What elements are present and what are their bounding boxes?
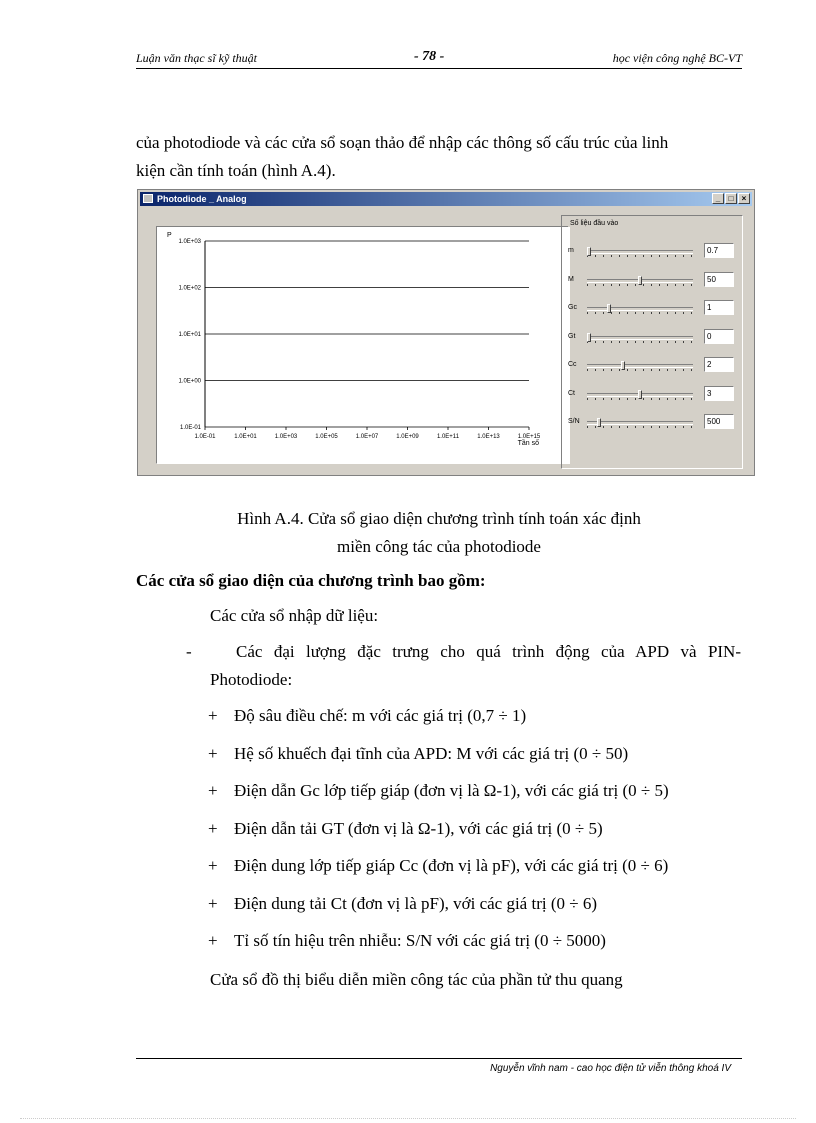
param-label: M: [568, 276, 574, 283]
y-tick-label: 1.0E-01: [179, 425, 201, 431]
param-value-field[interactable]: 500: [704, 414, 734, 429]
figure-caption-line-2: miền công tác của photodiode: [337, 537, 541, 556]
slider-ticks: [587, 312, 693, 314]
sub-item: Điện dung tải Ct (đơn vị là pF), với các giá trị (0 ÷ 6): [234, 894, 597, 913]
plot-panel: [156, 226, 570, 464]
slider-ticks: [587, 255, 693, 257]
dash-marker: -: [186, 642, 192, 661]
plus-marker: +: [208, 819, 218, 838]
y-tick-label: 1.0E+01: [178, 332, 201, 338]
slider-thumb[interactable]: [587, 333, 591, 342]
x-tick-label: 1.0E+15: [517, 434, 541, 440]
minimize-button[interactable]: _: [712, 193, 724, 204]
sub-item: Điện dung lớp tiếp giáp Cc (đơn vị là pF), với các giá trị (0 ÷ 6): [234, 856, 669, 875]
footer-rule: [136, 1058, 742, 1059]
x-tick-label: 1.0E+11: [436, 434, 460, 440]
param-label: Gt: [568, 333, 576, 340]
slider-groove: [587, 421, 693, 425]
x-axis-label: Tần số: [517, 440, 539, 447]
x-tick-label: 1.0E+05: [315, 434, 338, 440]
app-icon: [143, 194, 153, 203]
param-value-field[interactable]: 0: [704, 329, 734, 344]
bullet-item-1: Các cửa sổ nhập dữ liệu:: [210, 606, 379, 625]
header-left: Luận văn thạc sĩ kỹ thuật: [136, 51, 257, 65]
param-slider[interactable]: [587, 361, 693, 371]
x-tick-label: 1.0E+13: [477, 434, 500, 440]
slider-thumb[interactable]: [607, 304, 611, 313]
y-tick-label: 1.0E+00: [178, 378, 201, 385]
param-value-field[interactable]: 1: [704, 300, 734, 315]
param-value-field[interactable]: 3: [704, 386, 734, 401]
sub-item: Điện dẫn tải GT (đơn vị là Ω-1), với các giá trị (0 ÷ 5): [234, 819, 603, 838]
plus-marker: +: [208, 931, 218, 950]
slider-groove: [587, 250, 693, 254]
slider-thumb[interactable]: [621, 361, 625, 370]
y-tick-label: 1.0E+02: [178, 285, 201, 292]
footer-text: Nguyễn vĩnh nam - cao học điện tử viễn thông khoá IV: [490, 1063, 731, 1074]
slider-ticks: [587, 426, 693, 428]
slider-groove: [587, 307, 693, 311]
x-tick-label: 1.0E+07: [355, 434, 379, 440]
plus-marker: +: [208, 894, 218, 913]
param-label: Gc: [568, 304, 577, 311]
page-number: - 78 -: [414, 49, 445, 64]
sub-item: Độ sâu điều chế: m với các giá trị (0,7 ÷ 1): [234, 706, 527, 725]
slider-ticks: [587, 341, 693, 343]
slider-ticks: [587, 369, 693, 371]
close-button[interactable]: ×: [738, 193, 750, 204]
title-bar: [140, 192, 752, 206]
window-title: Photodiode _ Analog: [157, 194, 247, 204]
plus-marker: +: [208, 744, 218, 763]
section-heading: Các cửa sổ giao diện của chương trình bao gồm:: [136, 571, 486, 590]
param-slider[interactable]: [587, 247, 693, 257]
intro-line-2: kiện cần tính toán (hình A.4).: [136, 161, 336, 180]
slider-groove: [587, 336, 693, 340]
plot-area: [157, 227, 569, 463]
intro-line-1: của photodiode và các cửa sổ soạn thảo để nhập các thông số cấu trúc của linh: [136, 133, 669, 152]
header-right: học viện công nghệ BC-VT: [612, 51, 742, 65]
param-label: m: [568, 247, 574, 254]
param-slider[interactable]: [587, 276, 693, 286]
param-value-field[interactable]: 0.7: [704, 243, 734, 258]
dash-item-line-2: Photodiode:: [210, 670, 293, 689]
bullet-item-2: Cửa sổ đồ thị biểu diễn miền công tác của phần tử thu quang: [210, 970, 623, 989]
app-window: [137, 189, 755, 476]
dash-item-line-1: Các đại lượng đặc trưng cho quá trình động của APD và PIN-: [236, 642, 741, 661]
plus-marker: +: [208, 706, 218, 725]
sub-item: Tỉ số tín hiệu trên nhiễu: S/N với các giá trị (0 ÷ 5000): [234, 931, 606, 950]
x-tick-label: 1.0E+09: [396, 434, 419, 440]
input-group-title: Số liệu đầu vào: [570, 220, 619, 227]
y-axis-label: P: [167, 232, 172, 239]
plus-marker: +: [208, 781, 218, 800]
maximize-button[interactable]: □: [725, 193, 737, 204]
sub-item: Điện dẫn Gc lớp tiếp giáp (đơn vị là Ω-1), với các giá trị (0 ÷ 5): [234, 781, 669, 800]
slider-thumb[interactable]: [638, 276, 642, 285]
sub-item: Hệ số khuếch đại tĩnh của APD: M với các giá trị (0 ÷ 50): [234, 744, 629, 763]
x-tick-label: 1.0E+01: [234, 434, 257, 440]
param-value-field[interactable]: 50: [704, 272, 734, 287]
param-label: S/N: [568, 418, 580, 425]
param-slider[interactable]: [587, 390, 693, 400]
page-edge: [20, 1118, 796, 1119]
y-tick-label: 1.0E+03: [178, 239, 201, 245]
param-slider[interactable]: [587, 333, 693, 343]
page-header: [136, 51, 742, 67]
slider-thumb[interactable]: [587, 247, 591, 256]
header-rule: [136, 68, 742, 69]
param-value-field[interactable]: 2: [704, 357, 734, 372]
slider-groove: [587, 364, 693, 368]
figure-caption-line-1: Hình A.4. Cửa sổ giao diện chương trình tính toán xác định: [237, 509, 641, 528]
slider-thumb[interactable]: [638, 390, 642, 399]
slider-thumb[interactable]: [597, 418, 601, 427]
param-slider[interactable]: [587, 304, 693, 314]
plus-marker: +: [208, 856, 218, 875]
param-label: Ct: [568, 390, 575, 397]
param-label: Cc: [568, 361, 577, 368]
x-tick-label: 1.0E-01: [194, 434, 216, 440]
param-slider[interactable]: [587, 418, 693, 428]
x-tick-label: 1.0E+03: [274, 434, 298, 440]
